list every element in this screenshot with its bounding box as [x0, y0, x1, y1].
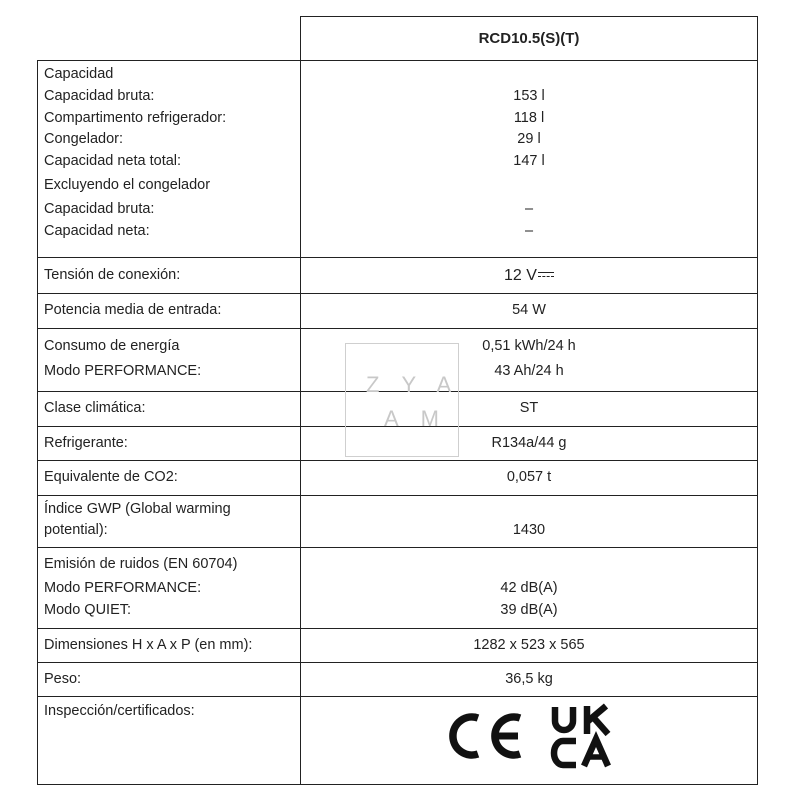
- spec-value-cell: [301, 427, 758, 461]
- spec-label-cell: [38, 329, 301, 392]
- spec-label: Compartimento refrigerador:: [44, 109, 227, 126]
- spec-row-voltage: [38, 258, 758, 294]
- spec-value-cell: [301, 629, 758, 663]
- spec-row-weight: [38, 663, 758, 697]
- model-header: RCD10.5(S)(T): [301, 17, 758, 61]
- spec-value-cell: [301, 697, 758, 785]
- spec-label: Congelador:: [44, 131, 123, 148]
- spec-label: Clase climática:: [44, 400, 146, 417]
- spec-label: Consumo de energía: [44, 338, 180, 354]
- spec-value: [301, 172, 757, 199]
- spec-row-dimensions: [38, 629, 758, 663]
- spec-value: 118 l: [513, 109, 545, 126]
- spec-label: Tensión de conexión:: [44, 266, 181, 283]
- spec-value-cell: [301, 496, 758, 548]
- spec-label: Modo QUIET:: [44, 602, 132, 618]
- spec-label-cell: [38, 461, 301, 496]
- spec-label: Capacidad: [44, 66, 114, 82]
- dc-current-icon: [538, 271, 554, 280]
- spec-label: Excluyendo el congelador: [44, 177, 211, 194]
- spec-row-refrigerant: [38, 427, 758, 461]
- spec-label: Capacidad bruta:: [44, 88, 155, 105]
- spec-label: Capacidad neta:: [44, 222, 150, 239]
- spec-label: Modo PERFORMANCE:: [44, 363, 202, 379]
- spec-label: Capacidad bruta:: [44, 201, 155, 218]
- spec-label-cell: [38, 61, 301, 258]
- spec-value-cell: [301, 663, 758, 697]
- spec-value: 12 V: [504, 266, 537, 284]
- spec-label-cell: [38, 496, 301, 548]
- spec-value-cell: [301, 61, 758, 258]
- spec-value: 29 l: [517, 131, 541, 148]
- spec-row-climate: [38, 392, 758, 427]
- spec-value: 43 Ah/24 h: [494, 363, 564, 379]
- specs-table: [37, 16, 758, 785]
- header-blank-cell: [38, 17, 301, 61]
- watermark-text: ZYA: [366, 372, 474, 397]
- spec-value: 153 l: [513, 88, 545, 105]
- spec-label: Índice GWP (Global warming: [44, 501, 231, 517]
- spec-value: 0,51 kWh/24 h: [482, 338, 576, 354]
- spec-value: ST: [519, 400, 539, 417]
- spec-label: Modo PERFORMANCE:: [44, 580, 202, 596]
- spec-label: Refrigerante:: [44, 434, 128, 451]
- spec-label: Potencia media de entrada:: [44, 302, 222, 319]
- spec-value: 39 dB(A): [500, 602, 558, 618]
- spec-label-cell: [38, 427, 301, 461]
- ukca-mark-icon: [550, 703, 616, 769]
- spec-label-cell: [38, 294, 301, 329]
- spec-row-energy: [38, 329, 758, 392]
- spec-value: 0,057 t: [506, 469, 552, 486]
- spec-label: Equivalente de CO2:: [44, 469, 178, 486]
- spec-value: 1430: [512, 522, 546, 538]
- spec-label: Dimensiones H x A x P (en mm):: [44, 636, 253, 653]
- spec-value: 42 dB(A): [500, 580, 558, 596]
- spec-label: Capacidad neta total:: [44, 152, 182, 169]
- spec-label-cell: [38, 548, 301, 629]
- spec-value: –: [524, 201, 534, 218]
- spec-label-cell: [38, 392, 301, 427]
- spec-value: 36,5 kg: [505, 670, 553, 687]
- spec-value: [301, 63, 757, 86]
- spec-value: –: [524, 222, 534, 239]
- spec-label-cell: [38, 663, 301, 697]
- watermark-text: AM: [384, 406, 461, 431]
- spec-value: 1282 x 523 x 565: [473, 636, 585, 653]
- spec-value-cell: [301, 548, 758, 629]
- spec-label: Inspección/certificados:: [44, 703, 195, 719]
- spec-label-cell: [38, 697, 301, 785]
- spec-row-power: [38, 294, 758, 329]
- spec-row-co2: [38, 461, 758, 496]
- header-row: [38, 17, 758, 61]
- spec-value-cell: [301, 461, 758, 496]
- spec-value: 147 l: [513, 152, 545, 169]
- spec-row-capacity: [38, 61, 758, 258]
- certification-marks: [301, 697, 757, 769]
- ce-mark-icon: [442, 712, 528, 760]
- spec-value-cell: [301, 329, 758, 392]
- spec-label-cell: [38, 258, 301, 294]
- spec-value-cell: [301, 294, 758, 329]
- spec-label: Peso:: [44, 670, 82, 687]
- spec-value-cell: [301, 392, 758, 427]
- spec-value: R134a/44 g: [491, 434, 567, 451]
- spec-value: [301, 499, 757, 520]
- spec-row-certificates: [38, 697, 758, 785]
- spec-label-cell: [38, 629, 301, 663]
- spec-row-gwp: [38, 496, 758, 548]
- spec-label: potential):: [44, 522, 108, 538]
- spec-value: [301, 552, 757, 577]
- spec-row-noise: [38, 548, 758, 629]
- spec-value-cell: [301, 258, 758, 294]
- spec-value: 54 W: [512, 302, 546, 319]
- spec-label: Emisión de ruidos (EN 60704): [44, 556, 238, 572]
